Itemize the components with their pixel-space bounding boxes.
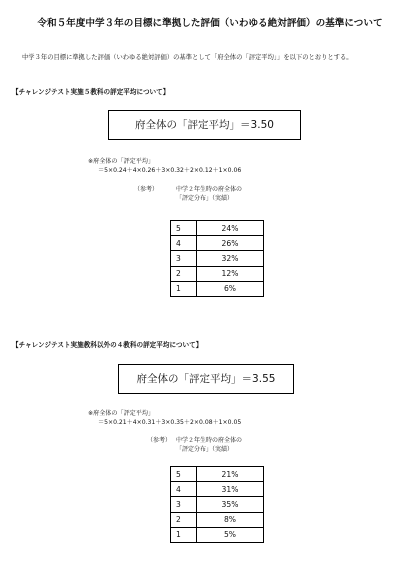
grade-cell: 5 — [171, 467, 197, 482]
formula-label: ※府全体の「評定平均」 — [88, 410, 155, 417]
reference-line2: 「評定分布」（実績） — [176, 195, 234, 202]
percent-cell: 26% — [197, 236, 264, 251]
distribution-table-five-subjects — [170, 220, 264, 297]
table-row — [171, 221, 264, 236]
table-row — [171, 512, 264, 527]
table-row — [171, 482, 264, 497]
average-box-four-subjects: 府全体の「評定平均」＝3.55 — [118, 364, 294, 394]
reference-label: （参考） — [147, 437, 172, 444]
percent-cell: 35% — [197, 497, 264, 512]
formula: ＝5×0.21＋4×0.31＋3×0.35＋2×0.08＋1×0.05 — [98, 419, 242, 426]
table-row — [171, 251, 264, 266]
table-row — [171, 467, 264, 482]
grade-cell: 4 — [171, 236, 197, 251]
percent-cell: 24% — [197, 221, 264, 236]
formula-label: ※府全体の「評定平均」 — [88, 158, 155, 165]
percent-cell: 32% — [197, 251, 264, 266]
section-heading-four-subjects: 【チャレンジテスト実施教科以外の４教科の評定平均について】 — [12, 341, 203, 349]
percent-cell: 31% — [197, 482, 264, 497]
grade-cell: 1 — [171, 527, 197, 542]
percent-cell: 6% — [197, 281, 264, 296]
percent-cell: 8% — [197, 512, 264, 527]
average-box-five-subjects: 府全体の「評定平均」＝3.50 — [108, 110, 301, 140]
reference-line1: 中学２年生時の府全体の — [176, 437, 243, 444]
grade-cell: 3 — [171, 497, 197, 512]
table-row — [171, 281, 264, 296]
reference-line1: 中学２年生時の府全体の — [176, 186, 243, 193]
percent-cell: 21% — [197, 467, 264, 482]
table-row — [171, 527, 264, 542]
grade-cell: 5 — [171, 221, 197, 236]
distribution-table-four-subjects — [170, 466, 264, 543]
grade-cell: 1 — [171, 281, 197, 296]
reference-label: （参考） — [134, 186, 159, 193]
intro-text: 中学３年の目標に準拠した評価（いわゆる絶対評価）の基準として「府全体の「評定平均」」を以下のとおりとする。 — [22, 54, 353, 61]
grade-cell: 3 — [171, 251, 197, 266]
grade-cell: 2 — [171, 266, 197, 281]
formula: ＝5×0.24＋4×0.26＋3×0.32＋2×0.12＋1×0.06 — [98, 167, 242, 174]
table-row — [171, 266, 264, 281]
page-title: 令和５年度中学３年の目標に準拠した評価（いわゆる絶対評価）の基準について — [37, 18, 383, 29]
grade-cell: 4 — [171, 482, 197, 497]
reference-line2: 「評定分布」（実績） — [176, 446, 234, 453]
section-heading-five-subjects: 【チャレンジテスト実施５教科の評定平均について】 — [12, 88, 170, 96]
percent-cell: 5% — [197, 527, 264, 542]
percent-cell: 12% — [197, 266, 264, 281]
grade-cell: 2 — [171, 512, 197, 527]
table-row — [171, 236, 264, 251]
table-row — [171, 497, 264, 512]
